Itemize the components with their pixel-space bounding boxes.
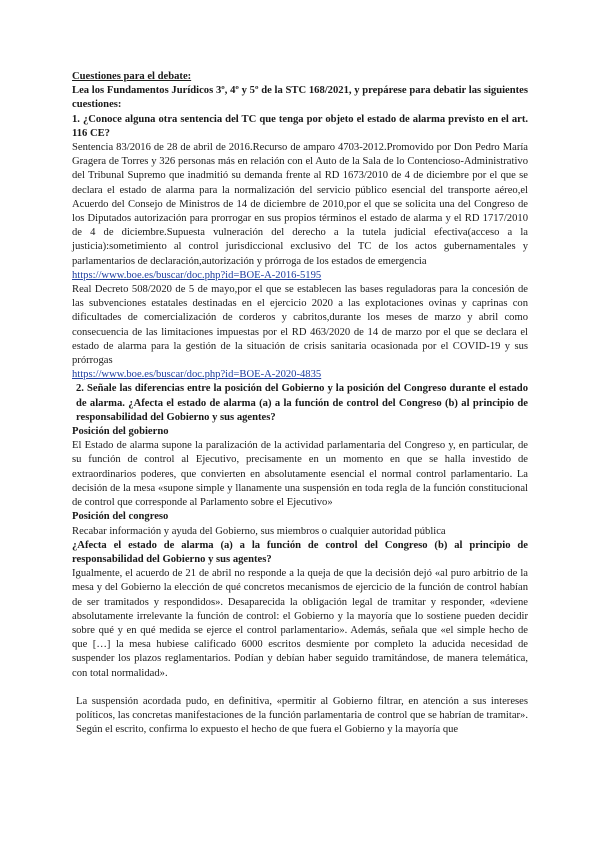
boe-link-2016[interactable]: https://www.boe.es/buscar/doc.php?id=BOE-A-2016-5195 — [72, 269, 322, 281]
question-2b: ¿Afecta el estado de alarma (a) a la función de control del Congreso (b) al principio de responsabilidad del Gobierno y sus agentes? — [72, 539, 528, 565]
answer-1-paragraph: Sentencia 83/2016 de 28 de abril de 2016.Recurso de amparo 4703-2012.Promovido por Don Pedro María Gragera de Torres y 326 personas más en relación con el Auto de la Sala de lo Contencioso-Administrativo del Tribunal Supremo que inadmitió su demanda frente al RD 1673/2010 de 4 de diciembre por el que se declara el estado de alarma para la normalización del servicio público esencial del transporte aéreo,el Acuerdo del Consejo de Ministros de 14 de diciembre de 2010,por el que se solicita una del Congreso de los Diputados autorización para prorrogar en sus propios términos el estado de alarma y el RD 1717/2010 de 4 de diciembre.Supuesta vulneración del derecho a la tutela judicial efectiva(acceso a la justicia):sometimiento al control jurisdiccional exclusivo del TC de los actos gubernamentales y parlamentarios de declaración,autorización y prórroga de los estados de emergencia — [72, 142, 528, 267]
question-2: 2. Señale las diferencias entre la posición del Gobierno y la posición del Congreso durante el estado de alarma. ¿Afecta el estado de alarma (a) a la función de control del Congreso (b) al principio de responsabilidad del Gobierno y sus agentes? — [76, 383, 528, 423]
document-page — [72, 70, 528, 737]
gobierno-heading: Posición del gobierno — [72, 426, 169, 438]
suspension-paragraph: La suspensión acordada pudo, en definitiva, «permitir al Gobierno filtrar, en atención a sus intereses políticos, las concretas manifestaciones de la función parlamentaria de control que se habrían de tramitar». Según el escrito, confirma lo expuesto el hecho de que fuera el Gobierno y la mayoría que — [76, 695, 528, 736]
answer-1b-paragraph: Real Decreto 508/2020 de 5 de mayo,por el que se establecen las bases reguladoras para la concesión de las subvenciones estatales destinadas en el ejercicio 2020 a las explotaciones ovinas y caprinas con dificultades de comercialización de corderos y cabritos,durante los meses de marzo y abril como consecuencia de las limitaciones impuestas por el RD 463/2020 de 14 de marzo por el que se declara el estado de alarma para la gestión de la situación de crisis sanitaria ocasionada por el COVID-19 y sus prórrogas — [72, 284, 528, 367]
question-1: 1. ¿Conoce alguna otra sentencia del TC que tenga por objeto el estado de alarma previsto en el art. 116 CE? — [72, 113, 528, 139]
gobierno-paragraph: El Estado de alarma supone la paralización de la actividad parlamentaria del Congreso y, en particular, de su función de control al Ejecutivo, precisamente en un momento en que se halla investido de extraordinarios poderes, que convierten en absolutamente esencial el normal control parlamentario. La decisión de la mesa «supone simple y llanamente una suspensión en toda regla de la función constitucional de control que corresponde al Parlamento sobre el Ejecutivo» — [72, 440, 528, 509]
control-paragraph: Igualmente, el acuerdo de 21 de abril no responde a la queja de que la decisión dejó «al puro arbitrio de la mesa y del Gobierno la elección de qué concretos mecanismos de ejercicio de la función de control habían de ser tramitados y respondidos». Desaparecida la obligación legal de tramitar y responder, «deviene absolutamente irrelevante la función de control: el Gobierno y la mayoría que lo sostiene pueden decidir sobre qué y en qué medida se ejerce el control parlamentario». Además, señala que «el simple hecho de que […] la mesa hubiese calificado 6000 escritos desmiente por completo la aducida necesidad de suspender los plazos reglamentarios. Podían y debían haber seguido tramitándose, de manera telemática, con total normalidad». — [72, 568, 528, 679]
boe-link-2020[interactable]: https://www.boe.es/buscar/doc.php?id=BOE-A-2020-4835 — [72, 369, 322, 381]
congreso-heading: Posición del congreso — [72, 511, 169, 523]
section-heading: Cuestiones para el debate: — [72, 71, 192, 82]
intro-instruction: Lea los Fundamentos Jurídicos 3º, 4º y 5º de la STC 168/2021, y prepárese para debatir las siguientes cuestiones: — [72, 85, 528, 111]
congreso-paragraph: Recabar información y ayuda del Gobierno, sus miembros o cualquier autoridad pública — [72, 525, 446, 537]
paragraph-gap — [72, 681, 528, 695]
